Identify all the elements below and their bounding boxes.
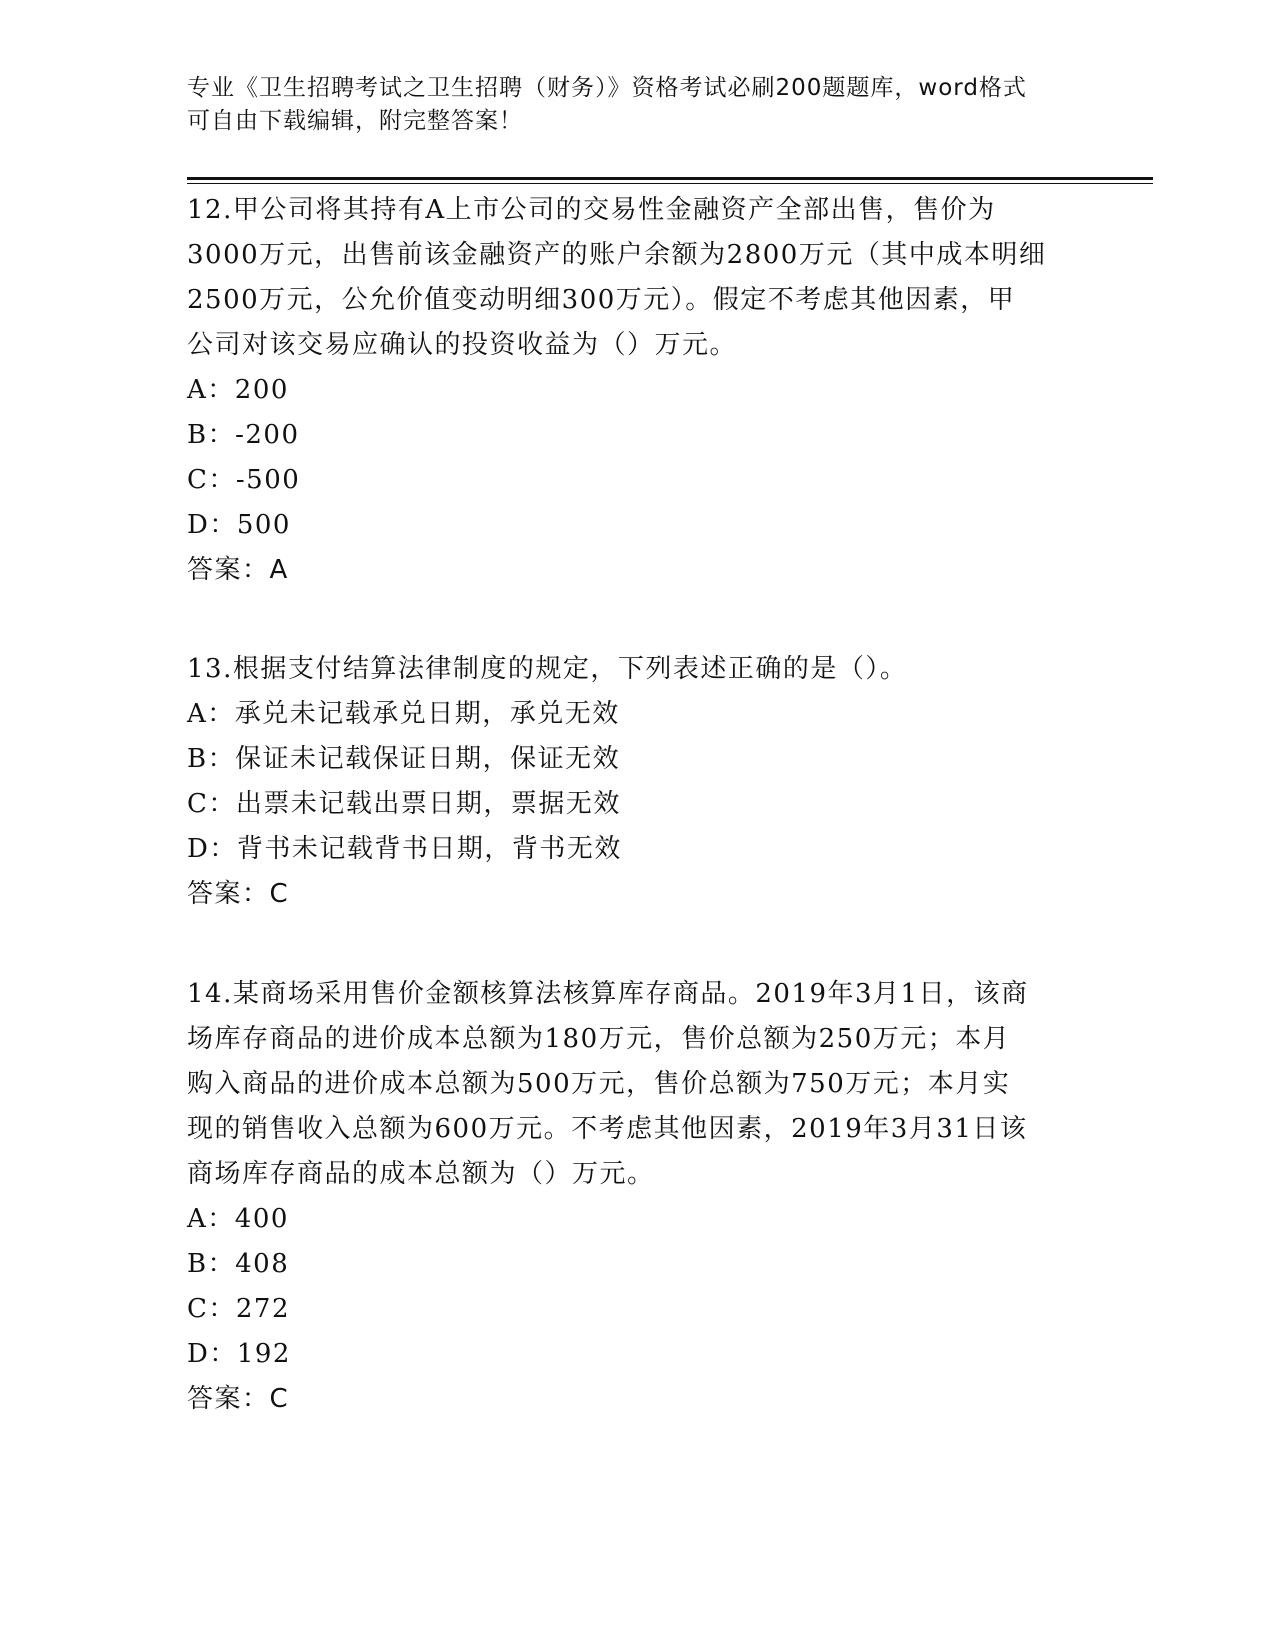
question-text-line: 公司对该交易应确认的投资收益为（）万元。 [187, 330, 738, 360]
question-text-line: 14.某商场采用售价金额核算法核算库存商品。2019年3月1日，该商 [187, 979, 1029, 1009]
question-text-line: 商场库存商品的成本总额为（）万元。 [187, 1159, 655, 1189]
question-text-line: 3000万元，出售前该金融资产的账户余额为2800万元（其中成本明细 [187, 240, 1047, 270]
option-b: B：-200 [187, 420, 300, 450]
option-a: A：400 [187, 1204, 289, 1234]
answer-line: 答案：C [187, 1384, 290, 1414]
header-divider-thin [187, 183, 1153, 184]
header-line: 可自由下载编辑，附完整答案！ [187, 108, 523, 134]
question-text-line: 2500万元，公允价值变动明细300万元）。假定不考虑其他因素，甲 [187, 285, 1016, 315]
answer-line: 答案：C [187, 879, 290, 909]
document-header [187, 72, 1067, 138]
answer-line: 答案：A [187, 555, 289, 585]
question-spacer [187, 593, 1087, 647]
question-list [187, 188, 1087, 1422]
option-b: B：408 [187, 1249, 290, 1279]
option-d: D：背书未记载背书日期，背书无效 [187, 834, 622, 864]
question-text-line: 13.根据支付结算法律制度的规定，下列表述正确的是（）。 [187, 654, 908, 684]
option-b: B：保证未记载保证日期，保证无效 [187, 744, 621, 774]
question-text-line: 现的销售收入总额为600万元。不考虑其他因素，2019年3月31日该 [187, 1114, 1028, 1144]
header-line: 专业《卫生招聘考试之卫生招聘（财务）》资格考试必刷200题题库，word格式 [187, 75, 1027, 101]
option-c: C：-500 [187, 465, 301, 495]
option-d: D：192 [187, 1339, 291, 1369]
option-d: D：500 [187, 510, 291, 540]
question-13 [187, 647, 1087, 917]
question-12 [187, 188, 1087, 593]
header-divider-thick [187, 177, 1153, 180]
question-text-line: 购入商品的进价成本总额为500万元，售价总额为750万元；本月实 [187, 1069, 1011, 1099]
question-text-line: 场库存商品的进价成本总额为180万元，售价总额为250万元；本月 [187, 1024, 1011, 1054]
question-14 [187, 972, 1087, 1422]
option-c: C：出票未记载出票日期，票据无效 [187, 789, 621, 819]
option-a: A：200 [187, 375, 289, 405]
option-a: A：承兑未记载承兑日期，承兑无效 [187, 699, 620, 729]
question-text-line: 12.甲公司将其持有A上市公司的交易性金融资产全部出售，售价为 [187, 195, 996, 225]
option-c: C：272 [187, 1294, 291, 1324]
question-spacer [187, 917, 1087, 972]
